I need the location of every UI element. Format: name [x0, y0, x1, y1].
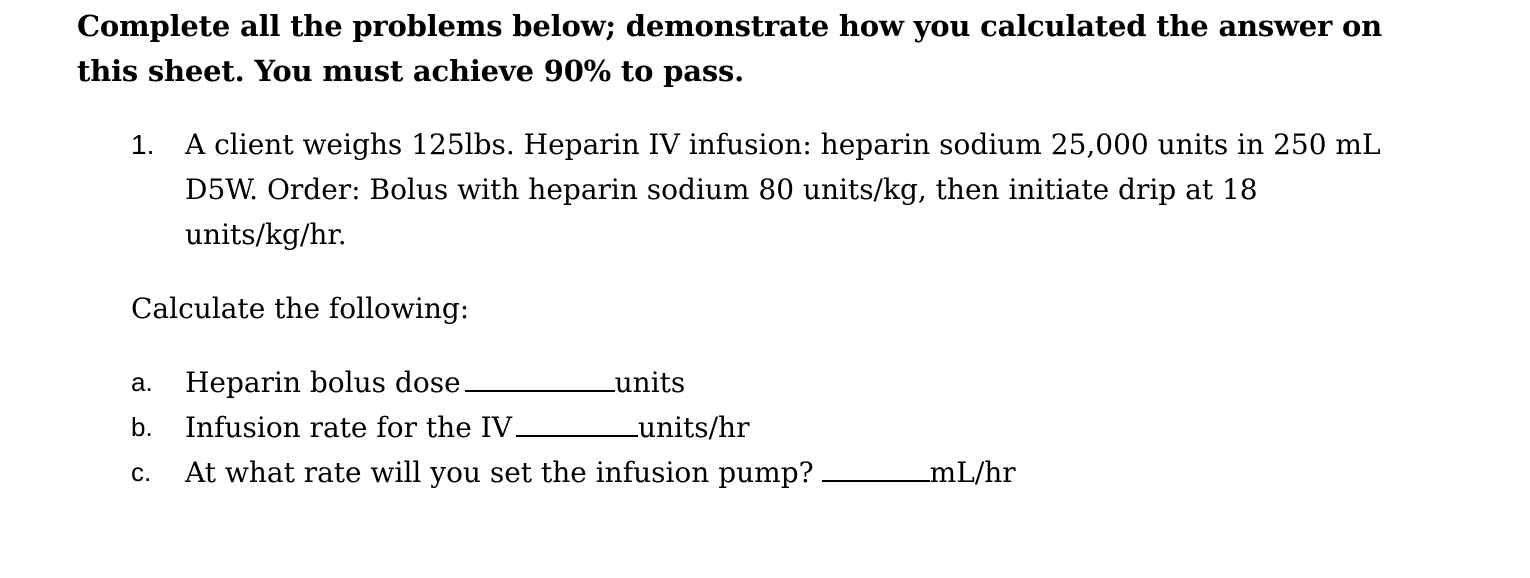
item-content — [185, 360, 685, 405]
problem-text: A client weighs 125lbs. Heparin IV infusion: heparin sodium 25,000 units in 250 mL D5W. Order: Bolus with heparin sodium 80 units/kg, then initiate drip at 18 units/kg/hr. — [185, 128, 1381, 251]
instructions-text: Complete all the problems below; demonstrate how you calculated the answer on this sheet. You must achieve 90% to pass. — [77, 9, 1383, 88]
item-prompt: Infusion rate for the IV — [185, 411, 512, 444]
answer-item-a — [131, 360, 1331, 405]
item-unit: mL/hr — [929, 456, 1016, 489]
item-letter: c. — [131, 457, 152, 487]
answer-item-b — [131, 405, 1331, 450]
item-letter: a. — [131, 367, 153, 397]
item-prompt: Heparin bolus dose — [185, 366, 461, 399]
item-prompt: At what rate will you set the infusion pump? — [185, 456, 814, 489]
item-unit: units/hr — [637, 411, 750, 444]
answer-blank-c[interactable] — [822, 450, 930, 482]
answer-list — [131, 360, 1331, 495]
problem-number: 1. — [131, 129, 155, 160]
item-letter: b. — [131, 412, 153, 442]
item-unit: units — [614, 366, 686, 399]
calculate-heading: Calculate the following: — [131, 292, 470, 325]
answer-blank-a[interactable] — [465, 360, 615, 392]
answer-blank-b[interactable] — [516, 405, 638, 437]
answer-item-c — [131, 450, 1331, 495]
item-content — [185, 405, 749, 450]
item-content — [185, 450, 1016, 495]
